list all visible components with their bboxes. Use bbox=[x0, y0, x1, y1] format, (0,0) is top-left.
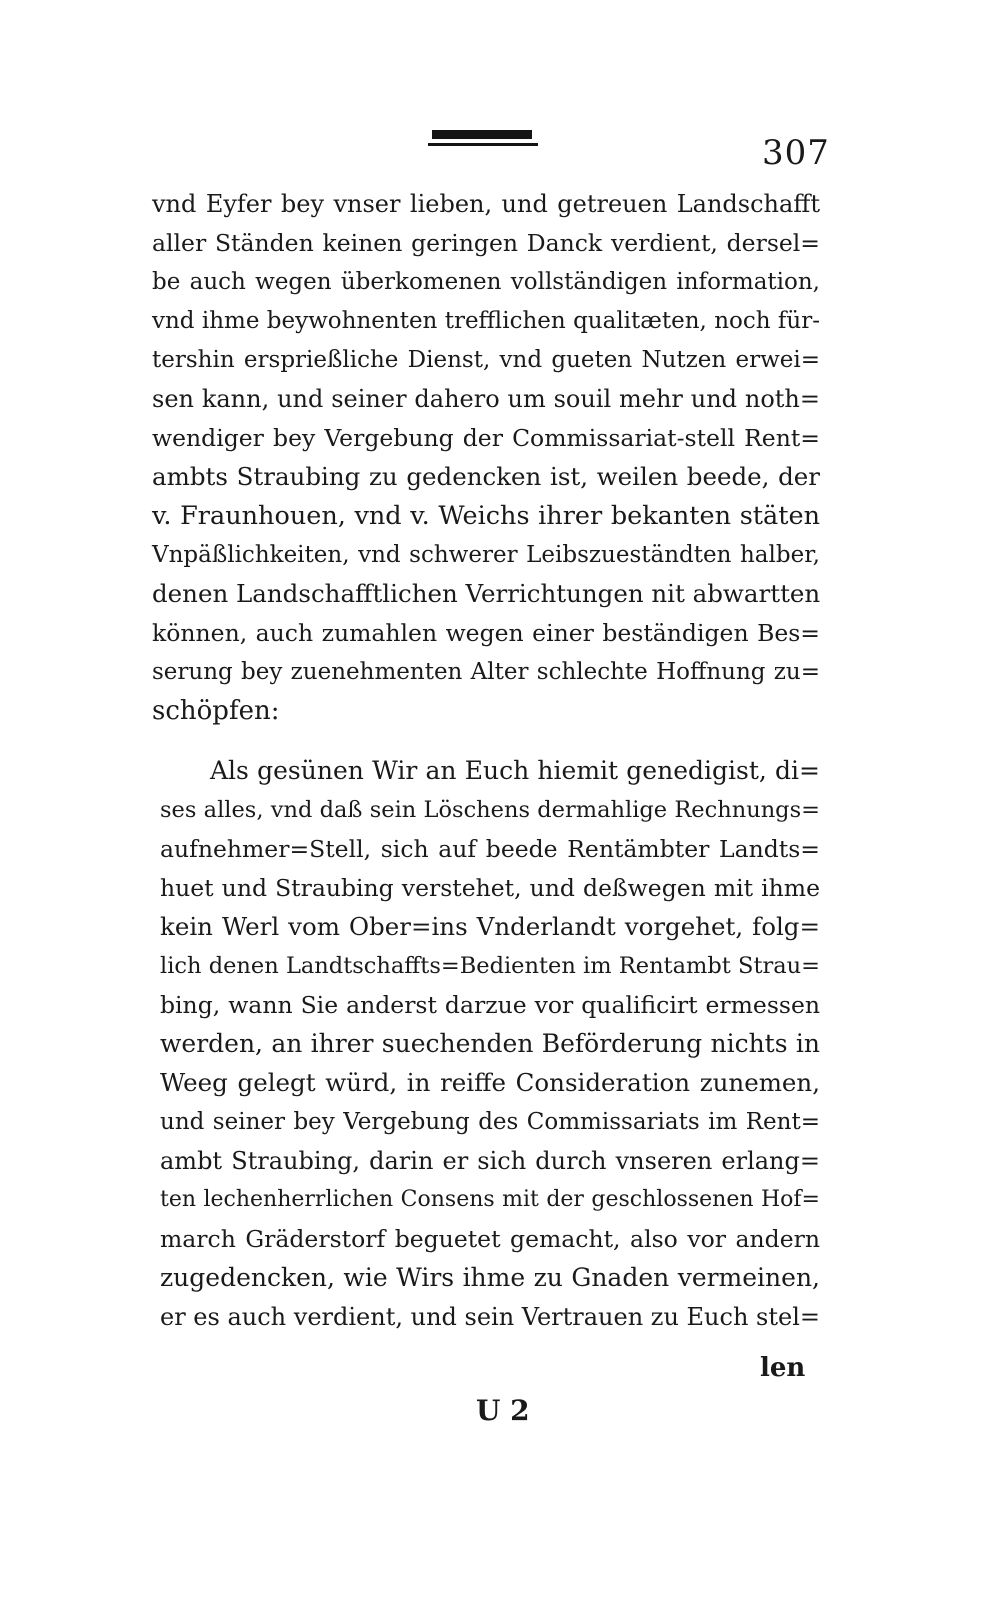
header-rule-thin bbox=[428, 143, 538, 146]
text-line: kein Werl vom Ober=ins Vnderlandt vorgehet, folg= bbox=[160, 912, 820, 941]
text-line: Vnpäßlichkeiten, vnd schwerer Leibszueständten halber, bbox=[152, 542, 820, 568]
text-line: lich denen Landtschaffts=Bedienten im Rentambt Strau= bbox=[160, 953, 820, 979]
text-line: bing, wann Sie anderst darzue vor qualificirt ermessen bbox=[160, 991, 820, 1019]
text-line: denen Landschafftlichen Verrichtungen nit abwartten bbox=[152, 579, 821, 608]
text-line: Als gesünen Wir an Euch hiemit genedigist, di= bbox=[210, 756, 820, 785]
text-line: werden, an ihrer suechenden Beförderung nichts in bbox=[160, 1029, 820, 1058]
text-line: sen kann, und seiner dahero um souil mehr und noth= bbox=[152, 385, 820, 413]
text-line: aller Ständen keinen geringen Danck verdient, dersel= bbox=[152, 229, 820, 257]
text-line: ambt Straubing, darin er sich durch vnseren erlang= bbox=[160, 1147, 820, 1175]
text-line: aufnehmer=Stell, sich auf beede Rentämbter Landts= bbox=[160, 835, 820, 863]
text-line: vnd Eyfer bey vnser lieben, und getreuen Landschafft bbox=[152, 190, 820, 218]
signature-mark: U 2 bbox=[476, 1394, 530, 1427]
text-line: und seiner bey Vergebung des Commissariats im Rent= bbox=[160, 1109, 820, 1135]
text-line: tershin ersprießliche Dienst, vnd gueten Nutzen erwei= bbox=[152, 347, 820, 373]
text-line: be auch wegen überkomenen vollständigen information, bbox=[152, 269, 820, 295]
header-rule bbox=[428, 130, 538, 148]
text-line: vnd ihme beywohnenten trefflichen qualitæten, noch für- bbox=[152, 308, 820, 334]
text-line: er es auch verdient, und sein Vertrauen zu Euch stel= bbox=[160, 1303, 820, 1331]
text-line: können, auch zumahlen wegen einer beständigen Bes= bbox=[152, 619, 820, 647]
page-number: 307 bbox=[762, 133, 830, 173]
text-line: schöpfen: bbox=[152, 696, 280, 726]
text-line: wendiger bey Vergebung der Commissariat-stell Rent= bbox=[152, 424, 820, 452]
text-line: ambts Straubing zu gedencken ist, weilen beede, der bbox=[152, 462, 820, 491]
header-rule-thick bbox=[432, 130, 532, 139]
text-line: zugedencken, wie Wirs ihme zu Gnaden vermeinen, bbox=[160, 1263, 820, 1292]
text-line: serung bey zuenehmenten Alter schlechte Hoffnung zu= bbox=[152, 659, 820, 685]
text-line: march Gräderstorf beguetet gemacht, also vor andern bbox=[160, 1225, 820, 1253]
text-line: Weeg gelegt würd, in reiffe Consideration zunemen, bbox=[160, 1068, 820, 1097]
catchword: len bbox=[760, 1353, 806, 1383]
text-line: v. Fraunhouen, vnd v. Weichs ihrer bekanten stäten bbox=[152, 501, 820, 531]
text-line: ses alles, vnd daß sein Löschens dermahlige Rechnungs= bbox=[160, 797, 820, 823]
text-line: ten lechenherrlichen Consens mit der geschlossenen Hof= bbox=[160, 1187, 820, 1212]
text-line: huet und Straubing verstehet, und deßwegen mit ihme bbox=[160, 874, 820, 902]
